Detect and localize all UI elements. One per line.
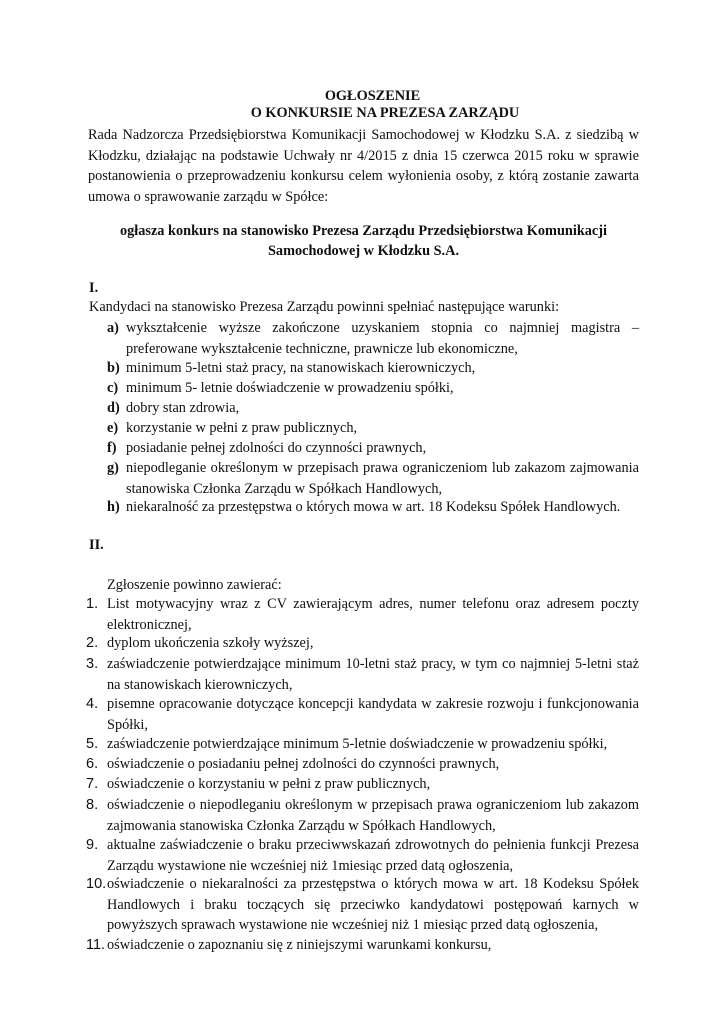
announcement-line-1: ogłasza konkurs na stanowisko Prezesa Zarządu Przedsiębiorstwa Komunikacji — [119, 223, 608, 239]
section-1-item-text: dobry stan zdrowia, — [126, 400, 240, 416]
section-1-item-label: h) — [107, 499, 120, 515]
section-2-item-label: 1. — [86, 596, 99, 612]
section-1-item-label: d) — [107, 400, 120, 416]
section-2-item-text: oświadczenie o posiadaniu pełnej zdolności do czynności prawnych, — [107, 756, 500, 772]
section-2-item-text: pisemne opracowanie dotyczące koncepcji kandydata w zakresie rozwoju i funkcjonowania Spółki, — [107, 696, 639, 733]
announcement-line-2: Samochodowej w Kłodzku S.A. — [267, 243, 460, 259]
intro-paragraph: Rada Nadzorcza Przedsiębiorstwa Komunikacji Samochodowej w Kłodzku S.A. z siedzibą w Kłodzku, działając na podstawie Uchwały nr 4/2015 z dnia 15 czerwca 2015 roku w sprawie postanowienia o przeprowadzeniu konkursu celem wyłonienia osoby, z którą zostanie zawarta umowa o sprawowanie zarządu w Spółce: — [88, 127, 639, 205]
section-1-item-label: c) — [107, 380, 119, 396]
section-1-item-text: wykształcenie wyższe zakończone uzyskaniem stopnia co najmniej magistra – preferowane wykształcenie techniczne, prawnicze lub ekonomiczne, — [126, 320, 639, 357]
section-2-item-label: 5. — [86, 736, 99, 752]
section-2-item-label: 3. — [86, 656, 99, 672]
section-2-item-text: dyplom ukończenia szkoły wyższej, — [107, 635, 314, 651]
section-2-lead: Zgłoszenie powinno zawierać: — [107, 577, 282, 593]
document-subtitle: O KONKURSIE NA PREZESA ZARZĄDU — [250, 105, 520, 121]
section-1-item-text: minimum 5- letnie doświadczenie w prowadzeniu spółki, — [126, 380, 454, 396]
section-2-item-label: 8. — [86, 797, 99, 813]
section-2-item-label: 9. — [86, 837, 99, 853]
section-2-item-text: oświadczenie o niepodleganiu określonym w przepisach prawa ograniczeniom lub zakazom zajmowania stanowiska Członka Zarządu w Spółkach Handlowych, — [107, 797, 639, 834]
section-2-item-text: zaświadczenie potwierdzające minimum 10-letni staż pracy, w tym co najmniej 5-letni staż na stanowiskach kierowniczych, — [107, 656, 639, 693]
section-2-item-text: oświadczenie o zapoznaniu się z niniejszymi warunkami konkursu, — [107, 937, 492, 953]
section-1-item-text: niepodleganie określonym w przepisach prawa ograniczeniom lub zakazom zajmowania stanowiska Członka Zarządu w Spółkach Handlowych, — [126, 460, 639, 497]
section-1-item-label: b) — [107, 360, 120, 376]
section-2-item-text: aktualne zaświadczenie o braku przeciwwskazań zdrowotnych do pełnienia funkcji Prezesa Zarządu wystawione nie wcześniej niż 1miesiąc przed datą ogłoszenia, — [107, 837, 639, 874]
section-1-item-text: korzystanie w pełni z praw publicznych, — [126, 420, 358, 436]
section-1-item-label: f) — [107, 440, 117, 456]
section-1-item-label: e) — [107, 420, 119, 436]
section-1-item-label: a) — [107, 320, 119, 336]
section-2-item-label: 2. — [86, 635, 99, 651]
section-2-item-text: List motywacyjny wraz z CV zawierającym adres, numer telefonu oraz adresem poczty elektronicznej, — [107, 596, 639, 633]
section-2-item-label: 11. — [86, 937, 106, 953]
section-2-item-text: oświadczenie o korzystaniu w pełni z praw publicznych, — [107, 776, 431, 792]
section-1-heading: I. — [89, 280, 99, 296]
section-1-item-label: g) — [107, 460, 119, 476]
document-title: OGŁOSZENIE — [324, 88, 421, 104]
section-1-lead: Kandydaci na stanowisko Prezesa Zarządu powinni spełniać następujące warunki: — [89, 299, 560, 315]
section-2-item-label: 4. — [86, 696, 99, 712]
section-2-item-text: zaświadczenie potwierdzające minimum 5-letnie doświadczenie w prowadzeniu spółki, — [107, 736, 608, 752]
section-1-item-text: minimum 5-letni staż pracy, na stanowiskach kierowniczych, — [126, 360, 476, 376]
section-2-heading: II. — [89, 537, 104, 553]
section-2-item-label: 7. — [86, 776, 99, 792]
section-2-item-label: 6. — [86, 756, 99, 772]
section-1-item-text: niekaralność za przestępstwa o których mowa w art. 18 Kodeksu Spółek Handlowych. — [126, 499, 621, 515]
section-2-item-text: oświadczenie o niekaralności za przestępstwa o których mowa w art. 18 Kodeksu Spółek Handlowych i braku toczących się przeciwko kandydatowi postępowań karnych w powyższych sprawach wystawione nie wcześniej niż 1 miesiąc przed datą ogłoszenia, — [107, 876, 639, 933]
section-1-item-text: posiadanie pełnej zdolności do czynności prawnych, — [126, 440, 427, 456]
section-2-item-label: 10. — [86, 876, 107, 892]
